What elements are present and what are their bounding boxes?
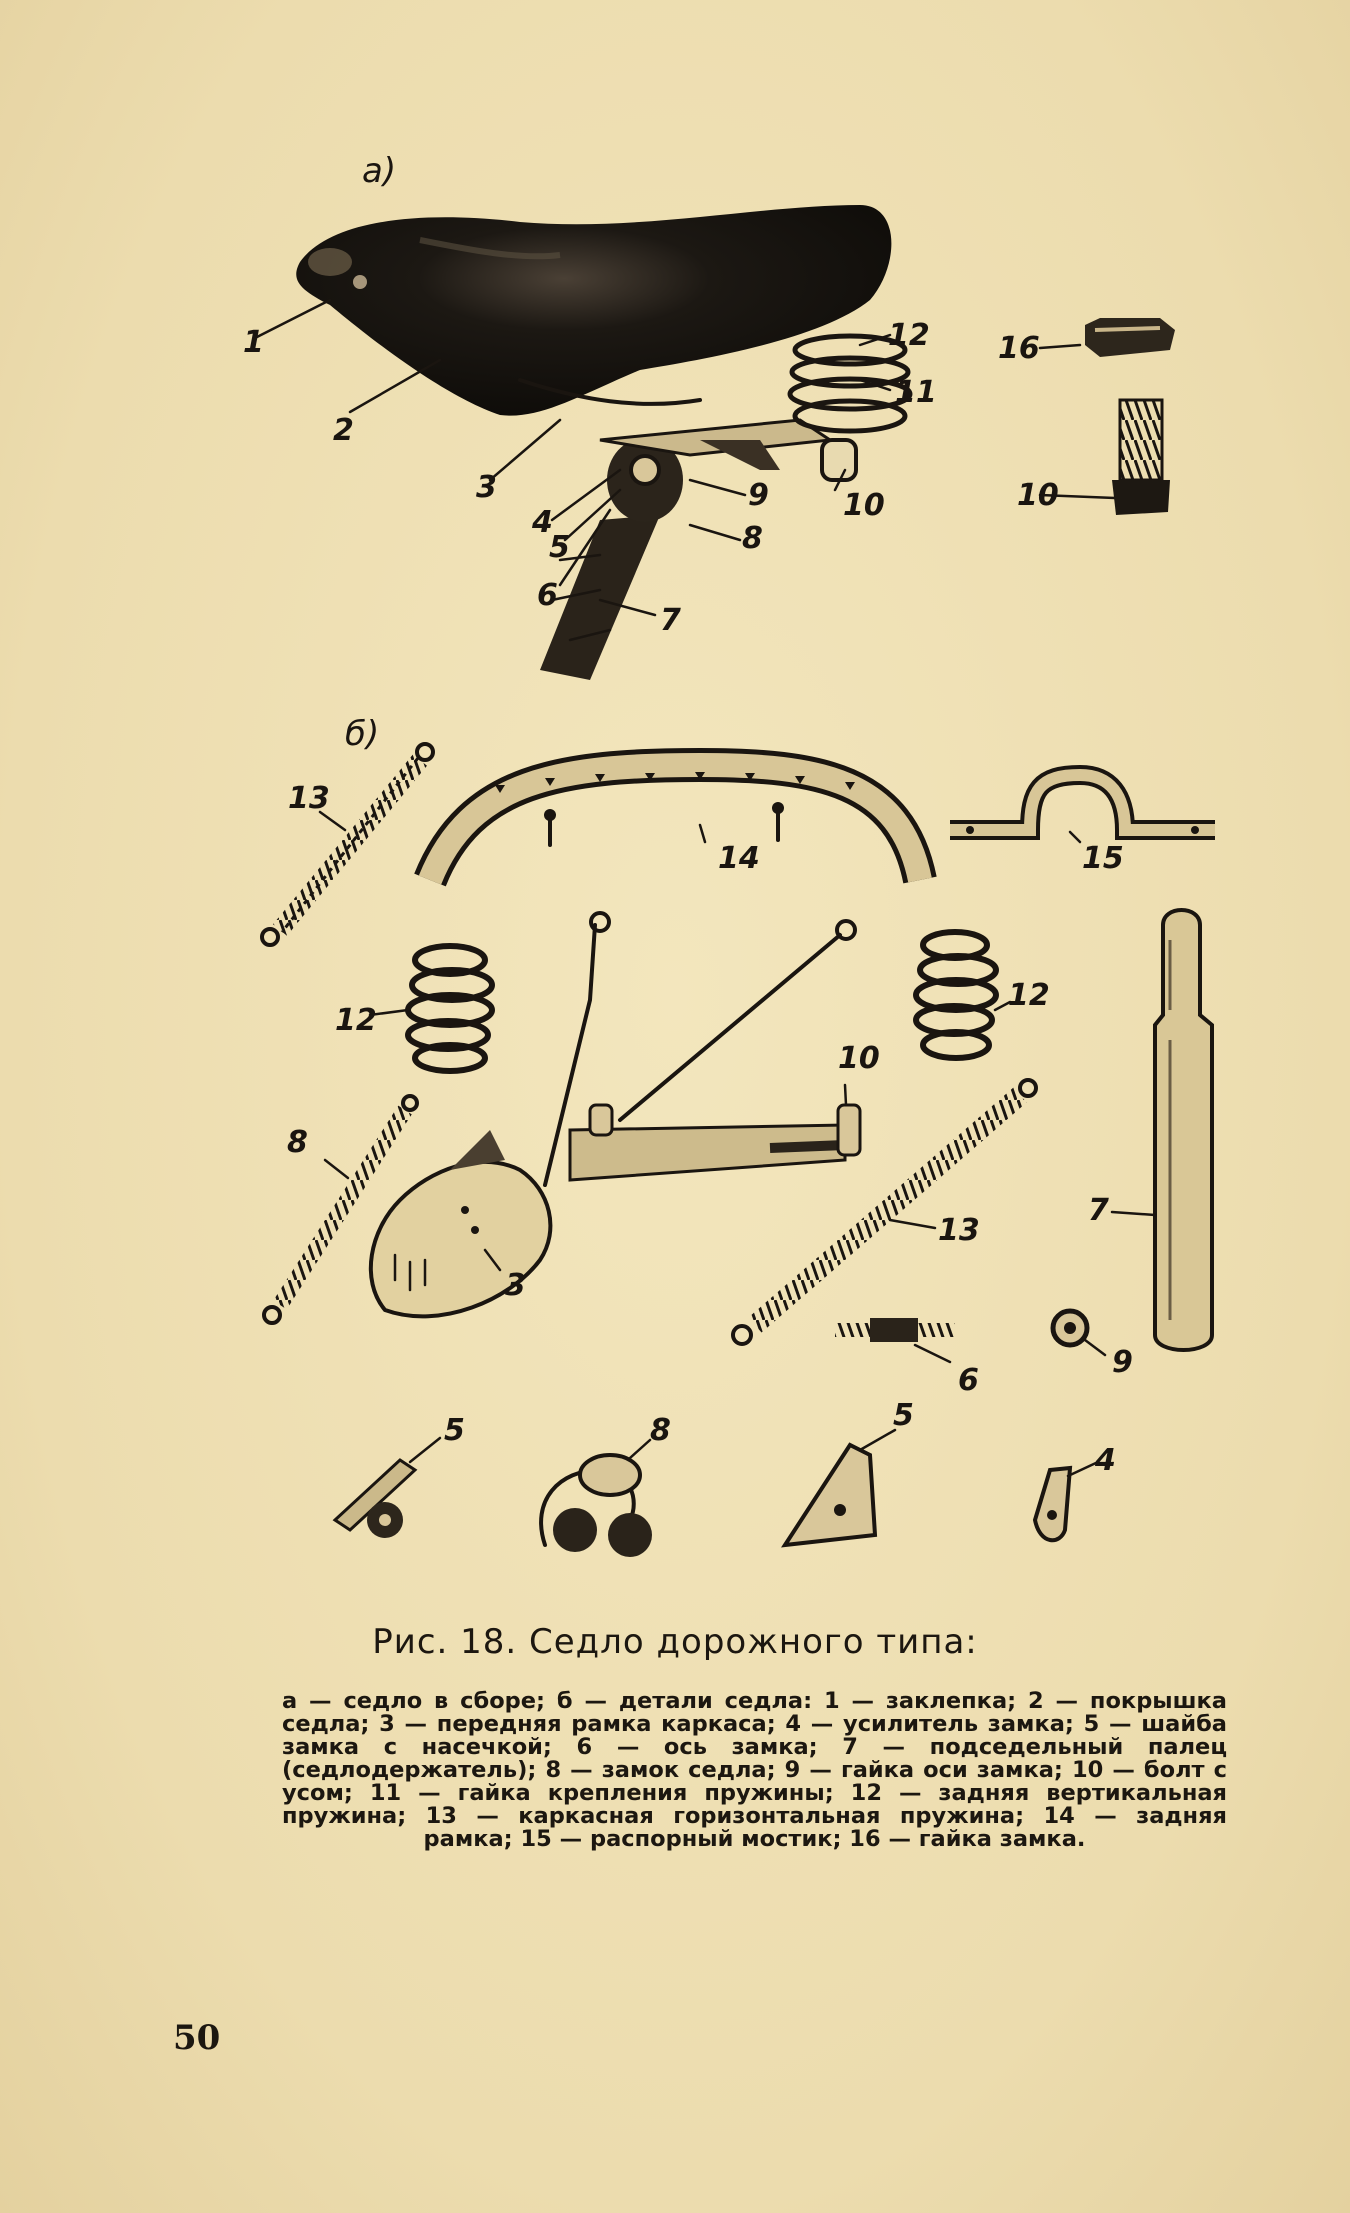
callout-3: 3 [476, 470, 497, 505]
washer-5-left [335, 1460, 415, 1538]
callout-b-15: 15 [1082, 841, 1124, 876]
bridge-15 [950, 775, 1215, 834]
callout-b-13a: 13 [288, 781, 330, 816]
page-number: 50 [173, 2018, 221, 2058]
seat-post-7 [1155, 910, 1212, 1350]
callout-b-6: 6 [958, 1363, 979, 1398]
subfigure-b-label: б) [345, 714, 380, 754]
saddle-assembled-illustration [296, 205, 910, 680]
callout-10: 10 [843, 488, 885, 523]
callout-b-5b: 5 [893, 1398, 914, 1433]
figure-caption: Рис. 18. Седло дорожного типа: [372, 1622, 978, 1662]
callout-2: 2 [333, 413, 354, 448]
nut-16-illustration [1085, 318, 1175, 357]
callout-b-8b: 8 [650, 1413, 671, 1448]
callout-7: 7 [660, 603, 681, 638]
callout-9: 9 [748, 478, 769, 513]
callout-b-10: 10 [838, 1041, 880, 1076]
subfigure-a-label: а) [362, 151, 397, 191]
axle-6 [835, 1318, 955, 1342]
callout-8: 8 [742, 521, 763, 556]
bolt-10-illustration [1112, 400, 1170, 515]
callout-b-14: 14 [718, 841, 760, 876]
callout-b-13b: 13 [938, 1213, 980, 1248]
washer-5-right [785, 1445, 875, 1545]
callout-16: 16 [998, 331, 1040, 366]
figure-legend: а — седло в сборе; б — детали седла: 1 — заклепка; 2 — покрышка седла; 3 — передняя рамка каркаса; 4 — усилитель замка; 5 — шайба замка с насечкой; 6 — ось замка; 7 — подседельный палец (седлодержатель); 8 — замок седла; 9 — гайка оси замка; 10 — болт с усом; 11 — гайка крепления пружины; 12 — задняя вертикальная пружина; 13 — каркасная горизонтальная пружина; 14 — задняя рамка; 15 — распорный мостик; 16 — гайка замка. [282, 1688, 1227, 1852]
callout-b-12b: 12 [1008, 978, 1050, 1013]
nut-9 [1053, 1311, 1087, 1345]
callout-b-4: 4 [1095, 1443, 1116, 1478]
spring-13-top [262, 744, 433, 945]
callout-11: 11 [895, 375, 937, 410]
callout-b-5a: 5 [444, 1413, 465, 1448]
spring-12-left [408, 946, 492, 1071]
callout-4: 4 [532, 505, 553, 540]
callout-12: 12 [888, 318, 930, 353]
callout-6: 6 [537, 578, 558, 613]
callout-b-7: 7 [1088, 1193, 1109, 1228]
spring-12-right [916, 932, 996, 1058]
callout-5: 5 [549, 530, 570, 565]
lock-8 [541, 1455, 652, 1557]
callout-b-8a: 8 [287, 1125, 308, 1160]
callout-1: 1 [243, 325, 264, 360]
callout-b-3: 3 [505, 1268, 526, 1303]
callout-b-12a: 12 [335, 1003, 377, 1038]
callout-b-9: 9 [1112, 1345, 1133, 1380]
spring-13-right [733, 1080, 1036, 1344]
reinforcer-4 [1035, 1468, 1070, 1540]
rear-frame-14 [430, 765, 920, 880]
callout-10b: 10 [1017, 478, 1059, 513]
